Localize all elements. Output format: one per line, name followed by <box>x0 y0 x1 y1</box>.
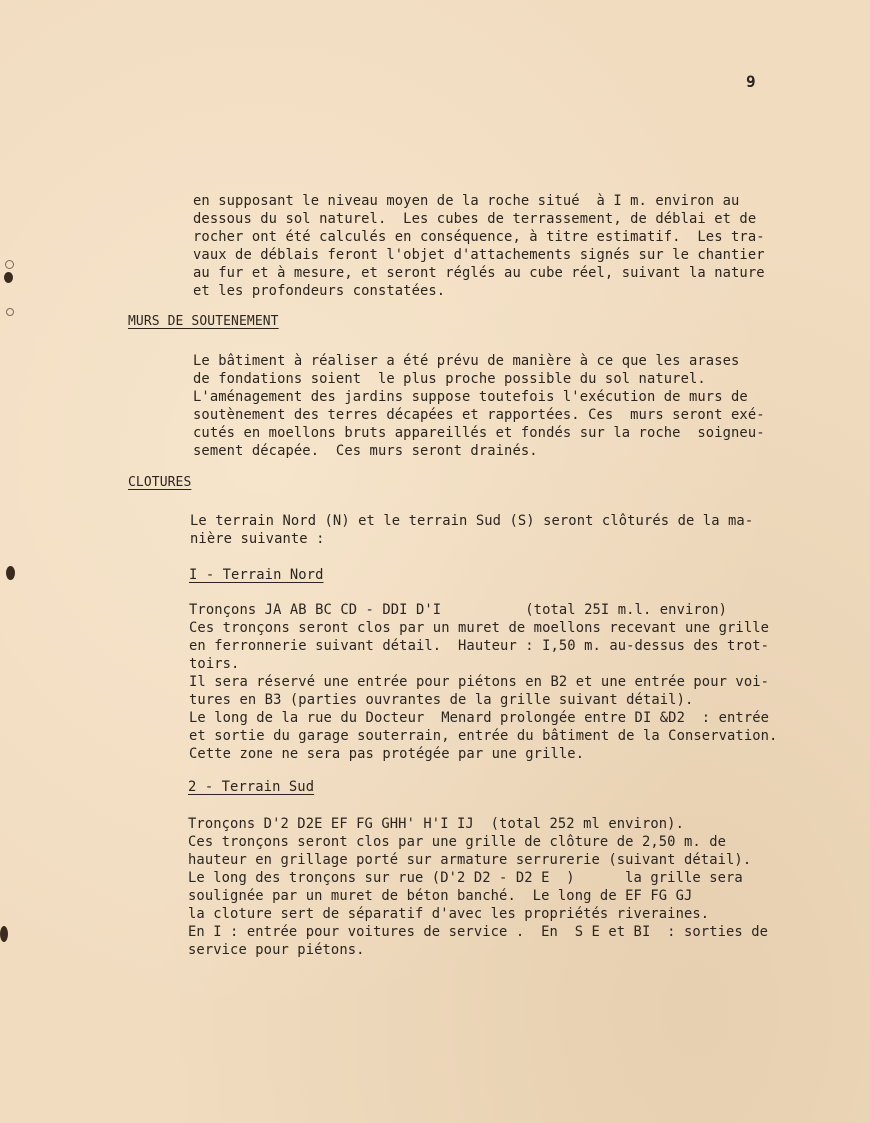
nord-line: et sortie du garage souterrain, entrée du bâtiment de la Conservation. <box>189 728 778 744</box>
nord-line: en ferronnerie suivant détail. Hauteur : I,50 m. au-dessus des trot- <box>189 638 770 654</box>
clotures-line: nière suivante : <box>190 531 325 547</box>
intro-line: et les profondeurs constatées. <box>193 283 446 299</box>
murs-line: L'aménagement des jardins suppose toutefois l'exécution de murs de <box>193 389 748 405</box>
intro-line: en supposant le niveau moyen de la roche situé à I m. environ au <box>193 193 740 209</box>
sud-line: Ces tronçons seront clos par une grille de clôture de 2,50 m. de <box>188 834 727 850</box>
nord-line: Tronçons JA AB BC CD - DDI D'I (total 25I m.l. environ) <box>189 602 728 618</box>
punch-hole <box>4 272 13 283</box>
intro-line: vaux de déblais feront l'objet d'attachements signés sur le chantier <box>193 247 765 263</box>
subheading-terrain-sud: 2 - Terrain Sud <box>188 779 315 795</box>
nord-line: Ces tronçons seront clos par un muret de moellons recevant une grille <box>189 620 770 636</box>
murs-line: sement décapée. Ces murs seront drainés. <box>193 443 538 459</box>
murs-line: cutés en moellons bruts appareillés et fondés sur la roche soigneu- <box>193 425 765 441</box>
murs-line: soutènement des terres décapées et rapportées. Ces murs seront exé- <box>193 407 765 423</box>
nord-line: Le long de la rue du Docteur Menard prolongée entre DI &D2 : entrée <box>189 710 770 726</box>
sud-line: Le long des tronçons sur rue (D'2 D2 - D2 E ) la grille sera <box>188 870 743 886</box>
punch-hole-ring <box>6 308 14 316</box>
page-number: 9 <box>746 72 756 91</box>
sud-line: service pour piétons. <box>188 942 365 958</box>
murs-line: de fondations soient le plus proche possible du sol naturel. <box>193 371 706 387</box>
nord-line: toirs. <box>189 656 240 672</box>
clotures-line: Le terrain Nord (N) et le terrain Sud (S) seront clôturés de la ma- <box>190 513 754 529</box>
nord-line: Il sera réservé une entrée pour piétons en B2 et une entrée pour voi- <box>189 674 770 690</box>
sud-line: Tronçons D'2 D2E EF FG GHH' H'I IJ (total 252 ml environ). <box>188 816 684 832</box>
punch-hole <box>6 566 15 580</box>
sud-line: En I : entrée pour voitures de service . En S E et BI : sorties de <box>188 924 769 940</box>
punch-hole <box>0 926 8 942</box>
sud-line: la cloture sert de séparatif d'avec les propriétés riveraines. <box>188 906 710 922</box>
intro-line: au fur et à mesure, et seront réglés au cube réel, suivant la nature <box>193 265 765 281</box>
intro-line: rocher ont été calculés en conséquence, à titre estimatif. Les tra- <box>193 229 765 245</box>
nord-line: Cette zone ne sera pas protégée par une grille. <box>189 746 585 762</box>
intro-line: dessous du sol naturel. Les cubes de terrassement, de déblai et de <box>193 211 757 227</box>
subheading-terrain-nord: I - Terrain Nord <box>189 567 324 583</box>
nord-line: tures en B3 (parties ouvrantes de la grille suivant détail). <box>189 692 694 708</box>
murs-line: Le bâtiment à réaliser a été prévu de manière à ce que les arases <box>193 353 740 369</box>
section-heading-murs: MURS DE SOUTENEMENT <box>128 314 279 329</box>
sud-line: hauteur en grillage porté sur armature serrurerie (suivant détail). <box>188 852 752 868</box>
punch-hole-ring <box>5 260 14 269</box>
sud-line: soulignée par un muret de béton banché. Le long de EF FG GJ <box>188 888 693 904</box>
section-heading-clotures: CLOTURES <box>128 475 192 490</box>
